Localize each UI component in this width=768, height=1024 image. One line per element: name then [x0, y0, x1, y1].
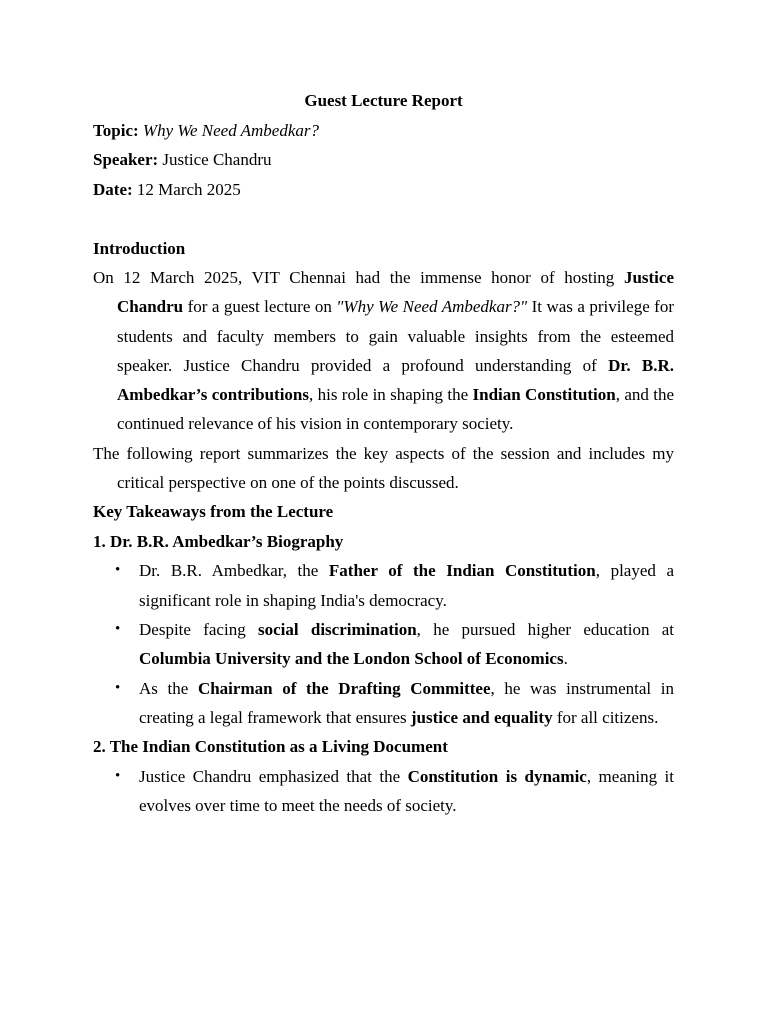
bullet-text: , he was instrumental in creating a legal framework that ensures: [139, 678, 674, 727]
speaker-value: Justice Chandru: [162, 150, 272, 169]
intro-contributions-bold: Dr. B.R. Ambedkar’s contributions: [117, 355, 674, 405]
section-1-heading: 1. Dr. B.R. Ambedkar’s Biography: [93, 531, 344, 551]
intro-text-2: for a guest lecture on: [183, 297, 337, 317]
date-value: 12 March 2025: [136, 179, 241, 199]
bullet-text: As the: [139, 678, 198, 698]
intro-text-4: , his role in shaping the: [309, 385, 473, 405]
intro-topic-italic: "Why We Need Ambedkar?": [336, 297, 528, 317]
bullet-text: Dr. B.R. Ambedkar, the: [139, 561, 329, 581]
intro-text-1: On 12 March 2025, VIT Chennai had the immense honor of hosting: [93, 268, 624, 287]
date-line: [93, 175, 674, 205]
spacer: [93, 204, 674, 234]
bullet-icon: •: [115, 562, 121, 579]
bullet-text: for all citizens.: [552, 707, 659, 727]
intro-text-3: It was a privilege for students and faculty members to gain valuable insights from the esteemed speaker. Justice Chandru provided a profound understanding of: [117, 297, 674, 375]
bullet-icon: •: [115, 620, 121, 637]
bullet-text: Despite facing: [139, 619, 258, 639]
speaker-label: Speaker:: [93, 150, 159, 169]
speaker-line: [93, 145, 674, 175]
bullet-text: , played a significant role in shaping India's democracy.: [139, 561, 675, 610]
key-takeaways-heading: Key Takeaways from the Lecture: [93, 502, 334, 522]
intro-text-5: , and the continued relevance of his vision in contemporary society.: [117, 385, 675, 434]
introduction-paragraph: [93, 263, 674, 439]
list-item: [93, 556, 674, 615]
bullet-text: , he pursued higher education at: [416, 619, 674, 639]
bullet-bold: justice and equality: [410, 707, 553, 727]
bullet-text: Justice Chandru emphasized that the: [139, 766, 408, 786]
list-item: [93, 615, 674, 674]
date-label: Date:: [93, 179, 133, 199]
topic-value: Why We Need Ambedkar?: [142, 120, 320, 140]
summary-paragraph: The following report summarizes the key aspects of the session and includes my critical perspective on one of the points discussed.: [93, 443, 674, 493]
bullet-bold: social discrimination: [257, 619, 417, 639]
section-2-list: [93, 762, 674, 821]
bullet-bold: Chairman of the Drafting Committee: [197, 678, 491, 698]
topic-label: Topic:: [93, 120, 139, 140]
bullet-text: .: [563, 649, 568, 669]
report-title: Guest Lecture Report: [304, 91, 463, 110]
bullet-bold: Father of the Indian Constitution: [328, 561, 596, 581]
bullet-text: , meaning it evolves over time to meet the needs of society.: [139, 766, 674, 815]
bullet-bold: Columbia University and the London School of Economics: [139, 649, 564, 669]
section-2-heading: 2. The Indian Constitution as a Living Document: [93, 737, 448, 757]
bullet-icon: •: [115, 767, 121, 784]
section-1-list: [93, 556, 674, 732]
list-item: [93, 762, 674, 821]
introduction-heading: Introduction: [93, 238, 186, 258]
topic-line: [93, 116, 674, 146]
list-item: [93, 674, 674, 733]
bullet-bold: Constitution is dynamic: [407, 766, 587, 786]
intro-constitution-bold: Indian Constitution: [472, 385, 616, 405]
bullet-icon: •: [115, 679, 121, 696]
intro-speaker-bold: Justice Chandru: [117, 268, 674, 317]
